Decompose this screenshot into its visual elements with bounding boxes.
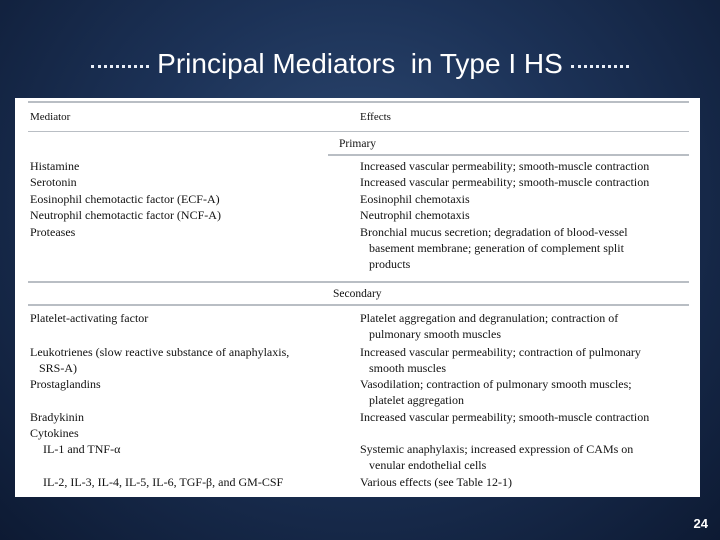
row-effects: Various effects (see Table 12-1) bbox=[360, 475, 512, 489]
row-mediator: Proteases bbox=[30, 225, 76, 239]
row-mediator-sub: IL-2, IL-3, IL-4, IL-5, IL-6, TGF-β, and GM-CSF bbox=[43, 475, 284, 489]
slide-title-row bbox=[0, 40, 720, 88]
column-header-effects: Effects bbox=[360, 111, 391, 123]
title-left-dots bbox=[91, 65, 149, 68]
header-rule bbox=[28, 131, 689, 132]
slide-title: Principal Mediators in Type I HS bbox=[157, 48, 563, 79]
row-effects: Systemic anaphylaxis; increased expression of CAMs on bbox=[360, 442, 634, 456]
row-effects-continued: venular endothelial cells bbox=[369, 458, 487, 472]
row-effects-continued: products bbox=[369, 257, 411, 271]
row-mediator: Bradykinin bbox=[30, 410, 84, 424]
row-effects: Vasodilation; contraction of pulmonary smooth muscles; bbox=[360, 377, 632, 391]
title-right-dots bbox=[571, 65, 629, 68]
row-mediator: Serotonin bbox=[30, 175, 77, 189]
column-header-mediator: Mediator bbox=[30, 111, 71, 123]
row-mediator: Histamine bbox=[30, 159, 80, 173]
row-effects: Platelet aggregation and degranulation; contraction of bbox=[360, 311, 619, 325]
row-effects: Bronchial mucus secretion; degradation of blood-vessel bbox=[360, 225, 628, 239]
row-effects: Neutrophil chemotaxis bbox=[360, 208, 470, 222]
page-number: 24 bbox=[693, 516, 708, 531]
section-label-primary: Primary bbox=[339, 138, 377, 150]
row-effects: Eosinophil chemotaxis bbox=[360, 192, 470, 206]
row-mediator: Leukotrienes (slow reactive substance of anaphylaxis, bbox=[30, 345, 290, 359]
row-mediator: Cytokines bbox=[30, 426, 79, 440]
row-mediator-continued: SRS-A) bbox=[39, 361, 78, 375]
section-rule-secondary bbox=[28, 304, 689, 306]
row-mediator: Eosinophil chemotactic factor (ECF-A) bbox=[30, 192, 220, 206]
row-effects-continued: basement membrane; generation of complement split bbox=[369, 241, 624, 255]
section-label-secondary: Secondary bbox=[333, 288, 382, 300]
row-mediator: Prostaglandins bbox=[30, 377, 101, 391]
section-rule-primary bbox=[328, 154, 689, 156]
table-top-rule bbox=[28, 101, 689, 103]
row-effects-continued: pulmonary smooth muscles bbox=[369, 327, 501, 341]
row-mediator: Platelet-activating factor bbox=[30, 311, 149, 325]
row-effects: Increased vascular permeability; contraction of pulmonary bbox=[360, 345, 641, 359]
row-effects: Increased vascular permeability; smooth-muscle contraction bbox=[360, 159, 650, 173]
row-effects: Increased vascular permeability; smooth-muscle contraction bbox=[360, 175, 650, 189]
row-effects-continued: platelet aggregation bbox=[369, 393, 464, 407]
section-top-rule-secondary bbox=[28, 281, 689, 283]
row-effects-continued: smooth muscles bbox=[369, 361, 446, 375]
mediators-table bbox=[15, 98, 700, 497]
row-mediator: Neutrophil chemotactic factor (NCF-A) bbox=[30, 208, 221, 222]
row-mediator-sub: IL-1 and TNF-α bbox=[43, 442, 121, 456]
row-effects: Increased vascular permeability; smooth-muscle contraction bbox=[360, 410, 650, 424]
